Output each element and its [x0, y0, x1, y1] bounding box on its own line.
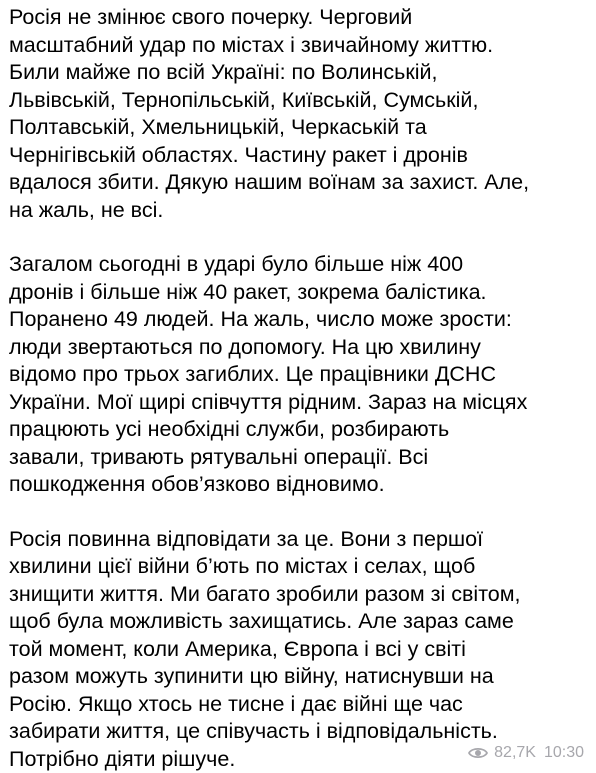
message-paragraph-3: Росія повинна відповідати за це. Вони з першої хвилини цієї війни б’ють по містах і селах, щоб знищити життя. Ми багато зробили разом зі світом, щоб була можливість захищатись. Але зараз саме той момент, коли Америка, Європа і всі у світі разом можуть зупинити цю війну, натиснувши на Росію. Якщо хтось не тисне і дає війні ще час забирати життя, це співучасть і відповідальність. Потрібно діяти рішуче.: [9, 526, 591, 773]
paragraph-spacer: [9, 224, 591, 251]
paragraph-spacer: [9, 499, 591, 526]
message-time: 10:30: [544, 744, 584, 762]
message-paragraph-1: Росія не змінює свого почерку. Черговий масштабний удар по містах і звичайному життю. Били майже по всій Україні: по Волинській, Львівській, Тернопільській, Київській, Сумській, Полтавській, Хмельницькій, Черкаській та Чернігівській областях. Частину ракет і дронів вдалося збити. Дякую нашим воїнам за захист. Але, на жаль, не всі.: [9, 4, 591, 224]
eye-icon: [468, 746, 488, 760]
message-meta: [468, 744, 584, 762]
message-text: [9, 4, 591, 773]
message-paragraph-2: Загалом сьогодні в ударі було більше ніж 400 дронів і більше ніж 40 ракет, зокрема балістика. Поранено 49 людей. На жаль, число може зрости: люди звертаються по допомогу. На цю хвилину відомо про трьох загиблих. Це працівники ДСНС України. Мої щирі співчуття рідним. Зараз на місцях працюють усі необхідні служби, розбирають завали, тривають рятувальні операції. Всі пошкодження обов’язково відновимо.: [9, 251, 591, 499]
view-count: 82,7K: [494, 744, 536, 762]
